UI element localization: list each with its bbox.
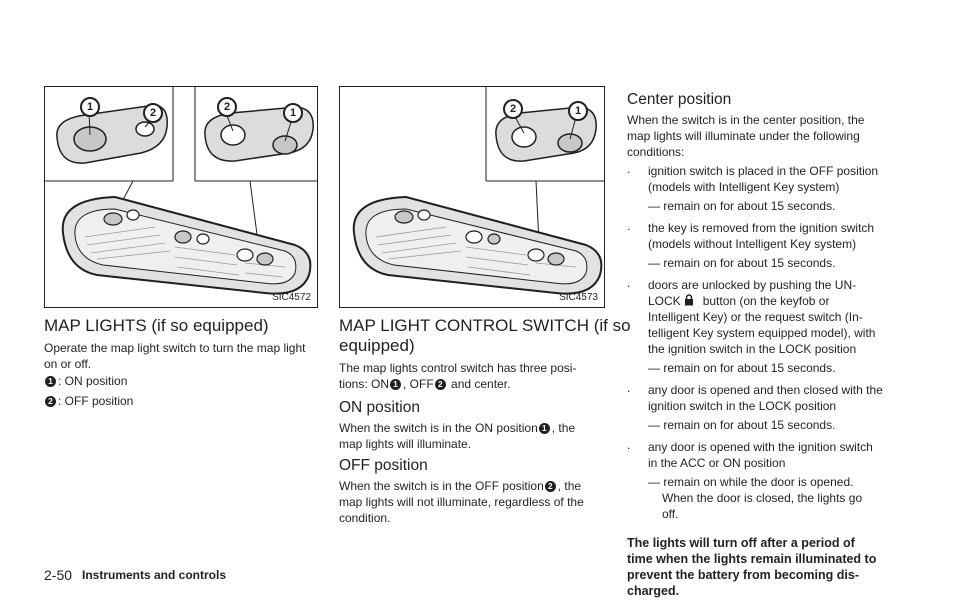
text: , OFF: [403, 377, 434, 391]
bullet-3-line-4: telligent Key system equipped model), with: [648, 326, 876, 340]
heading-on-position: ON position: [339, 399, 420, 416]
control-intro-1: The map lights control switch has three posi-: [339, 361, 577, 375]
off-position-text-3: condition.: [339, 511, 391, 525]
bullet-3-line-2: [648, 293, 829, 309]
map-light-control-illustration: [340, 87, 605, 308]
heading-map-lights: MAP LIGHTS (if so equipped): [44, 316, 269, 335]
off-position-text-1: [339, 478, 581, 494]
callout-2-icon: 2: [45, 396, 56, 407]
bullet-5-line-2: in the ACC or ON position: [648, 456, 786, 470]
callout-2-icon: 2: [143, 103, 163, 123]
note-line-2: time when the lights remain illuminated to: [627, 551, 877, 566]
figure-code: SIC4572: [272, 292, 311, 303]
note-line-1: The lights will turn off after a period of: [627, 535, 855, 550]
callout-2-icon: 2: [545, 481, 556, 492]
lock-icon: [684, 294, 694, 306]
bullet: .: [627, 276, 631, 290]
bullet-3-line-5: the ignition switch in the LOCK position: [648, 342, 857, 356]
figure-code: SIC4573: [559, 292, 598, 303]
bullet-3-sub: — remain on for about 15 seconds.: [648, 361, 836, 375]
bullet: .: [627, 381, 631, 395]
bullet: .: [627, 438, 631, 452]
text: When the switch is in the OFF position: [339, 479, 544, 493]
note-line-4: charged.: [627, 583, 680, 598]
control-intro-2: [339, 376, 510, 392]
bullet: .: [627, 219, 631, 233]
bullet-1-line-1: ignition switch is placed in the OFF position: [648, 164, 879, 178]
bullet-5-sub-1: — remain on while the door is opened.: [648, 475, 854, 489]
bullet: .: [627, 162, 631, 176]
bullet-4-line-2: ignition switch in the LOCK position: [648, 399, 837, 413]
center-intro-2: map lights will illuminate under the following: [627, 129, 860, 143]
callout-2-icon: 2: [217, 97, 237, 117]
bullet-2-line-2: (models without Intelligent Key system): [648, 237, 857, 251]
callout-1-icon: 1: [539, 423, 550, 434]
map-lights-item-off: [44, 393, 133, 409]
callout-1-icon: 1: [390, 379, 401, 390]
figure-map-light-control-switch: [339, 86, 605, 308]
callout-1-icon: 1: [283, 103, 303, 123]
bullet-1-sub: — remain on for about 15 seconds.: [648, 199, 836, 213]
text: button (on the keyfob or: [702, 294, 830, 308]
text: LOCK: [648, 294, 681, 308]
note-line-3: prevent the battery from becoming dis-: [627, 567, 859, 582]
bullet-4-sub: — remain on for about 15 seconds.: [648, 418, 836, 432]
item-text: : ON position: [58, 374, 128, 388]
heading-map-light-control-line2: equipped): [339, 336, 415, 355]
text: , the: [557, 479, 582, 493]
heading-map-light-control-line1: MAP LIGHT CONTROL SWITCH (if so: [339, 316, 631, 335]
callout-1-icon: 1: [45, 376, 56, 387]
bullet-2-sub: — remain on for about 15 seconds.: [648, 256, 836, 270]
figure-map-lights: [44, 86, 318, 308]
bullet-3-line-3: Intelligent Key) or the request switch (In-: [648, 310, 863, 324]
map-lights-item-on: [44, 373, 127, 389]
center-intro-1: When the switch is in the center position, the: [627, 113, 865, 127]
bullet-2-line-1: the key is removed from the ignition switch: [648, 221, 875, 235]
text: and center.: [447, 377, 511, 391]
map-lights-intro: Operate the map light switch to turn the map light on or off.: [44, 341, 306, 371]
center-intro-3: conditions:: [627, 145, 685, 159]
on-position-text-1: [339, 420, 575, 436]
section-title: Instruments and controls: [82, 568, 227, 582]
bullet-3-line-1: doors are unlocked by pushing the UN-: [648, 278, 857, 292]
bullet-5-sub-3: off.: [662, 507, 679, 521]
item-text: : OFF position: [58, 394, 134, 408]
callout-1-icon: 1: [568, 101, 588, 121]
text: , the: [551, 421, 576, 435]
map-lights-illustration: [45, 87, 318, 308]
bullet-1-line-2: (models with Intelligent Key system): [648, 180, 840, 194]
heading-off-position: OFF position: [339, 457, 428, 474]
bullet-5-sub-2: When the door is closed, the lights go: [662, 491, 863, 505]
bullet-5-line-1: any door is opened with the ignition switch: [648, 440, 873, 454]
callout-2-icon: 2: [503, 99, 523, 119]
text: When the switch is in the ON position: [339, 421, 538, 435]
text: tions: ON: [339, 377, 390, 391]
off-position-text-2: map lights will not illuminate, regardless of the: [339, 495, 584, 509]
bullet-4-line-1: any door is opened and then closed with the: [648, 383, 883, 397]
callout-2-icon: 2: [435, 379, 446, 390]
heading-center-position: Center position: [627, 91, 732, 108]
page-number: 2-50: [44, 567, 73, 583]
on-position-text-2: map lights will illuminate.: [339, 437, 472, 451]
callout-1-icon: 1: [80, 97, 100, 117]
